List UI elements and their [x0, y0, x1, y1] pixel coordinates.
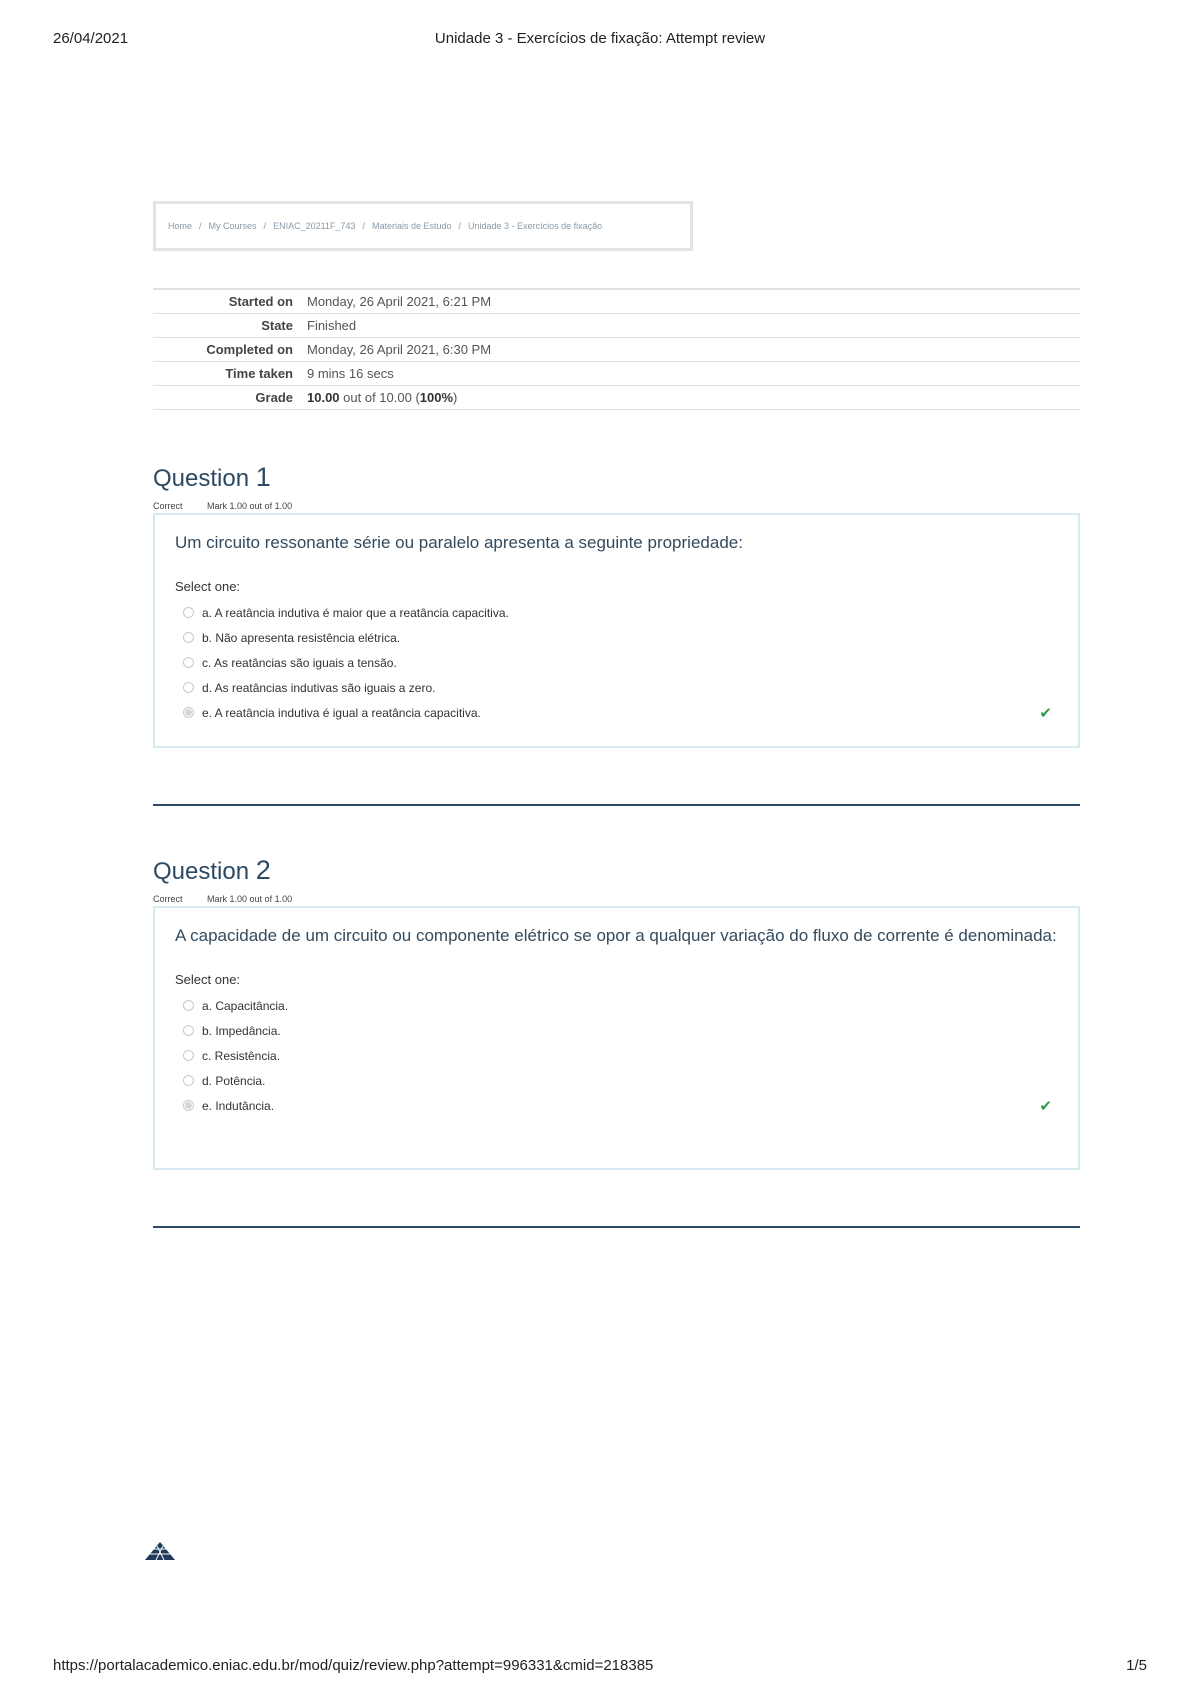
question-number: 2 — [255, 855, 271, 885]
breadcrumb-home[interactable]: Home — [168, 221, 193, 231]
summary-label: Started on — [228, 293, 293, 309]
answer-option-selected[interactable] — [175, 700, 1058, 725]
select-one-label: Select one: — [175, 579, 241, 594]
option-label: a. A reatância indutiva é maior que a reatância capacitiva. — [202, 605, 509, 620]
answer-option[interactable] — [175, 650, 1058, 675]
radio-button[interactable] — [183, 632, 194, 643]
answer-option[interactable] — [175, 675, 1058, 700]
check-icon: ✔ — [1039, 1097, 1052, 1115]
question-heading — [153, 855, 1080, 886]
answer-option[interactable] — [175, 625, 1058, 650]
answer-option-selected[interactable] — [175, 1093, 1058, 1118]
attempt-summary-table — [153, 288, 1080, 410]
question-text: Um circuito ressonante série ou paralelo apresenta a seguinte propriedade: — [175, 533, 743, 552]
summary-row-started — [153, 289, 1080, 313]
summary-value: Monday, 26 April 2021, 6:21 PM — [307, 293, 492, 309]
radio-button-selected[interactable] — [183, 707, 194, 718]
print-date: 26/04/2021 — [53, 30, 129, 47]
question-status: Correct — [153, 501, 183, 511]
summary-value: 9 mins 16 secs — [307, 365, 394, 381]
option-label: c. As reatâncias são iguais a tensão. — [202, 655, 397, 670]
summary-label: Time taken — [225, 365, 293, 381]
question-meta — [153, 894, 1080, 906]
print-url: https://portalacademico.eniac.edu.br/mod/quiz/review.php?attempt=996331&cmid=218385 — [53, 1657, 654, 1674]
grade-percent: 100% — [419, 389, 454, 405]
radio-button[interactable] — [183, 682, 194, 693]
grade-text-end: ) — [453, 389, 458, 405]
select-one-label: Select one: — [175, 972, 241, 987]
question-2 — [153, 855, 1080, 1170]
question-mark: Mark 1.00 out of 1.00 — [207, 894, 293, 904]
summary-label: Grade — [255, 389, 293, 405]
answer-option[interactable] — [175, 993, 1058, 1018]
question-mark: Mark 1.00 out of 1.00 — [207, 501, 293, 511]
grade-text: out of 10.00 ( — [343, 389, 420, 405]
option-label: b. Impedância. — [202, 1023, 281, 1038]
radio-button[interactable] — [183, 1000, 194, 1011]
answer-option[interactable] — [175, 1068, 1058, 1093]
radio-button[interactable] — [183, 1075, 194, 1086]
question-content-box — [153, 906, 1080, 1170]
radio-button-selected[interactable] — [183, 1100, 194, 1111]
answer-option[interactable] — [175, 600, 1058, 625]
summary-row-time-taken — [153, 361, 1080, 385]
question-status: Correct — [153, 894, 183, 904]
option-label: e. A reatância indutiva é igual a reatância capacitiva. — [202, 705, 481, 720]
radio-button[interactable] — [183, 607, 194, 618]
summary-row-state — [153, 313, 1080, 337]
grade-score: 10.00 — [307, 389, 340, 405]
summary-value: Monday, 26 April 2021, 6:30 PM — [307, 341, 492, 357]
breadcrumb-separator: / — [199, 221, 202, 231]
breadcrumb — [153, 201, 693, 251]
print-page-number: 1/5 — [1126, 1657, 1147, 1674]
answer-option[interactable] — [175, 1018, 1058, 1043]
summary-label: Completed on — [206, 341, 293, 357]
summary-value: Finished — [307, 317, 357, 333]
option-label: a. Capacitância. — [202, 998, 289, 1013]
summary-row-grade — [153, 385, 1080, 409]
summary-row-completed — [153, 337, 1080, 361]
option-label: b. Não apresenta resistência elétrica. — [202, 630, 401, 645]
option-label: d. Potência. — [202, 1073, 266, 1088]
breadcrumb-separator: / — [458, 221, 462, 231]
summary-value — [307, 385, 1080, 409]
question-label: Question — [153, 465, 250, 492]
check-icon: ✔ — [1039, 704, 1052, 722]
question-divider — [153, 804, 1080, 806]
option-label: e. Indutância. — [202, 1098, 275, 1113]
question-text: A capacidade de um circuito ou componente elétrico se opor a qualquer variação do fluxo de corrente é denominada: — [175, 926, 1057, 945]
breadcrumb-separator: / — [362, 221, 365, 231]
answer-option[interactable] — [175, 1043, 1058, 1068]
radio-button[interactable] — [183, 1050, 194, 1061]
breadcrumb-my-courses[interactable]: My Courses — [208, 221, 257, 231]
question-meta — [153, 501, 1080, 513]
breadcrumb-course[interactable]: ENIAC_20211F_743 — [273, 221, 356, 231]
option-label: d. As reatâncias indutivas são iguais a zero. — [202, 680, 436, 695]
radio-button[interactable] — [183, 1025, 194, 1036]
question-divider — [153, 1226, 1080, 1228]
radio-button[interactable] — [183, 657, 194, 668]
eniac-logo-icon — [145, 1540, 175, 1565]
question-number: 1 — [255, 462, 271, 492]
print-title: Unidade 3 - Exercícios de fixação: Attempt review — [434, 30, 766, 47]
question-content-box — [153, 513, 1080, 748]
option-label: c. Resistência. — [202, 1048, 281, 1063]
question-heading — [153, 462, 1080, 493]
breadcrumb-separator: / — [263, 221, 267, 231]
summary-label: State — [261, 317, 293, 333]
breadcrumb-quiz[interactable]: Unidade 3 - Exercícios de fixação — [468, 221, 603, 231]
question-1 — [153, 462, 1080, 748]
breadcrumb-materials[interactable]: Materiais de Estudo — [371, 221, 452, 231]
question-label: Question — [153, 858, 250, 885]
